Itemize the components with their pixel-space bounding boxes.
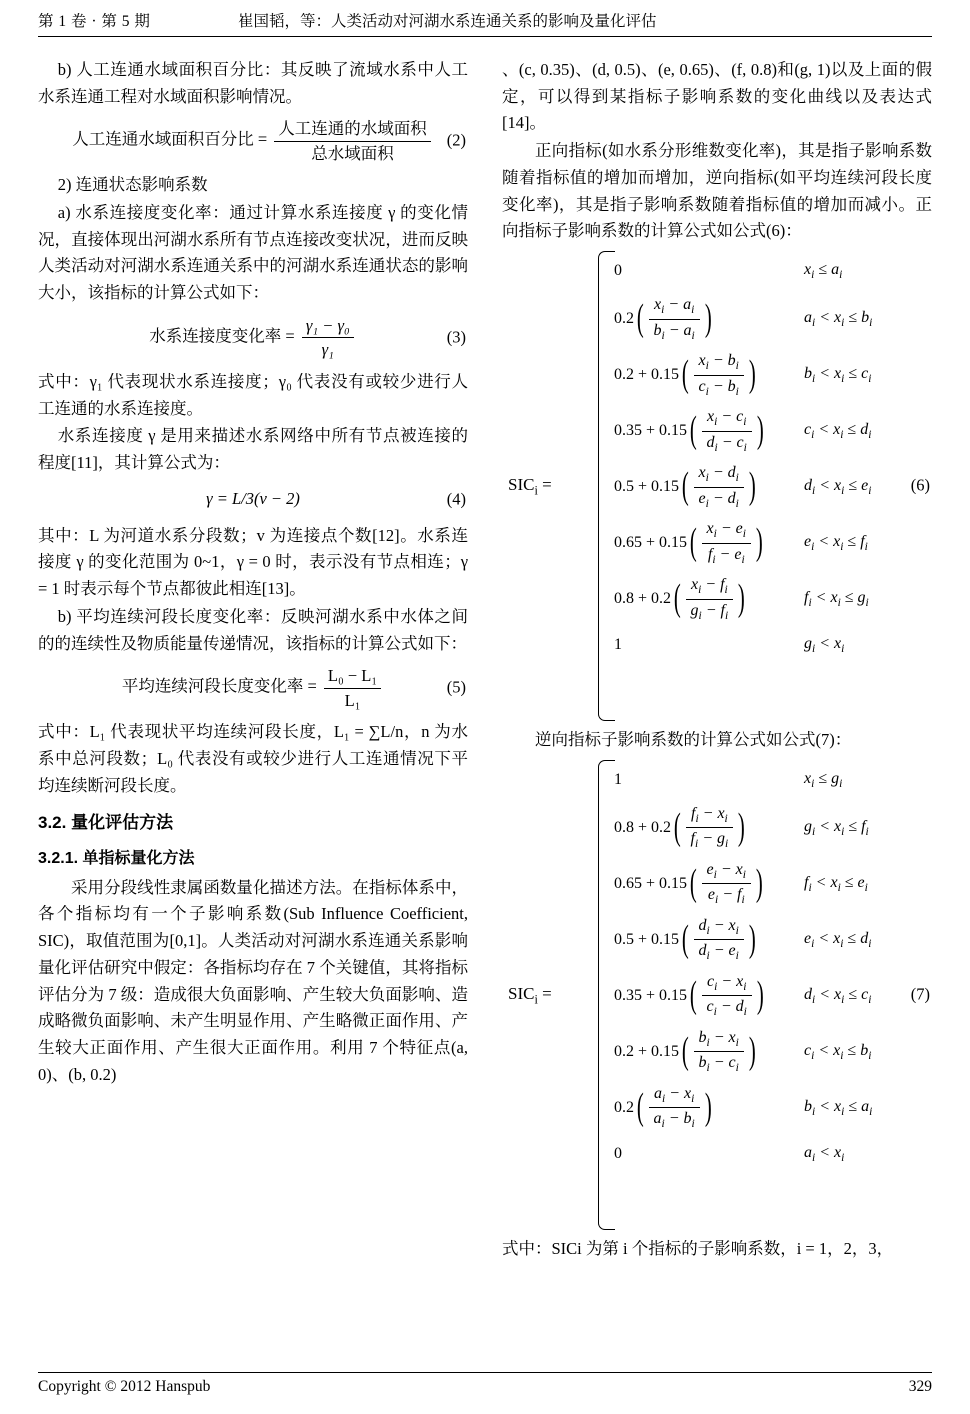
equation-7-rows — [614, 760, 932, 1172]
equation-3 — [38, 315, 468, 361]
page-number: 329 — [908, 1378, 932, 1395]
equation-6-row — [614, 347, 932, 403]
equation-7-row — [614, 800, 932, 856]
equation-2-denominator: 总水域面积 — [311, 143, 394, 163]
running-head-left: 第 1 卷 · 第 5 期 — [38, 13, 151, 30]
equation-3-numerator: γ₁ − γ₀ — [302, 315, 354, 338]
equation-6-row-condition: $b_i < x_i \le c_i$ — [804, 365, 872, 386]
equation-5-numerator: L₀ − L₁ — [324, 665, 381, 688]
equation-6-row-condition: $f_i < x_i \le g_i$ — [804, 589, 869, 610]
equation-6-row-condition: $g_i < x_i$ — [804, 635, 845, 656]
equation-6-row-value: 0.5 + 0.15 ( $x_i - d_i$ $e_i - d_i$ ) — [614, 463, 790, 511]
equation-6 — [502, 251, 932, 721]
running-head-center: 崔国韬，等：人类活动对河湖水系连通关系的影响及量化评估 — [238, 13, 657, 30]
equation-2-fraction — [274, 118, 431, 164]
equation-7-row-value: 0.2 + 0.15 ( $b_i - x_i$ $b_i - c_i$ ) — [614, 1028, 790, 1076]
paren-group: ( $x_i - a_i$ $b_i - a_i$ ) — [636, 295, 712, 342]
equation-7-row — [614, 912, 932, 968]
equation-6-row-value: 0.35 + 0.15 ( $x_i - c_i$ $d_i - c_i$ ) — [614, 407, 790, 455]
equation-7-row-condition: $g_i < x_i \le f_i$ — [804, 817, 869, 839]
equation-7-row-value: 0.5 + 0.15 ( $d_i - x_i$ $d_i - e_i$ ) — [614, 916, 790, 964]
equation-6-row — [614, 627, 932, 663]
paragraph-avg-length-rate: b) 平均连续河段长度变化率：反映河湖水系中水体之间的的连续性及物质能量传递情况，该指标的计算公式如下： — [38, 606, 468, 653]
equation-7-number: (7) — [910, 984, 930, 1004]
equation-7-row — [614, 760, 932, 800]
header-rule — [38, 36, 932, 37]
paragraph-connectivity-rate: a) 水系连接度变化率：通过计算水系连接度 γ 的变化情况，直接体现出河湖水系所有节点连接改变状况，进而反映人类活动对河湖水系连通关系中的河湖水系连通状态的影响大小，该指标的计算公式如下： — [38, 203, 468, 303]
equation-5-body — [122, 665, 384, 711]
equation-7-row-value: 0.65 + 0.15 ( $e_i - x_i$ $e_i - f_i$ ) — [614, 860, 790, 908]
paragraph-forward-indicator: 正向指标(如水系分形维数变化率)，其是指子影响系数随着指标值的增加而增加，逆向指标(如平均连续河段长度变化率)，其是指子影响系数随着指标值的增加而减小。正向指标子影响系数的计算公式如公式(6)： — [502, 141, 932, 241]
paragraph-quantification-method: 采用分段线性隶属函数量化描述方法。在指标体系中，各个指标均有一个子影响系数(Sub Influence Coefficient, SIC)，取值范围为[0,1]。人类活动对河湖水系连通关系影响量化评估研究中假定：各指标均存在 7 个关键值，其将指标评估分为 7 级：造成很大负面影响、产生较大负面影响、造成略微负面影响、未产生明显作用、产生略微正面作用、产生较大正面作用、产生很大正面作用。利用 7 个特征点(a, 0)、(b, 0.2) — [38, 877, 468, 1084]
equation-6-row-condition: $a_i < x_i \le b_i$ — [804, 309, 873, 330]
paren-group: ( $x_i - d_i$ $e_i - d_i$ ) — [681, 463, 756, 510]
paren-group: ( $f_i - x_i$ $f_i - g_i$ ) — [673, 804, 745, 851]
paragraph-gamma-definition: 水系连接度 γ 是用来描述水系网络中所有节点被连接的程度[11]，其计算公式为： — [38, 426, 468, 472]
equation-5-lhs: 平均连续河段长度变化率 = — [121, 676, 317, 696]
paragraph-where-L-v: 其中：L 为河道水系分段数；v 为连接点个数[12]。水系连接度 γ 的变化范围为 0~1，γ = 0 时，表示没有节点相连；γ = 1 时表示每个节点都彼此相连[13]。 — [38, 525, 468, 599]
equation-4-number: (4) — [446, 489, 466, 509]
equation-6-row-condition: $x_i \le a_i$ — [804, 261, 843, 282]
equation-4 — [38, 485, 468, 515]
equation-2-number: (2) — [446, 131, 466, 151]
equation-5 — [38, 665, 468, 711]
footer-rule — [38, 1372, 932, 1373]
paren-group: ( $a_i - x_i$ $a_i - b_i$ ) — [636, 1084, 712, 1131]
equation-6-row-value: 0 — [614, 262, 622, 280]
equation-6-row — [614, 251, 932, 291]
equation-7-row-condition: $d_i < x_i \le c_i$ — [804, 985, 872, 1007]
equation-6-row — [614, 291, 932, 347]
equation-7-row-value: 0.35 + 0.15 ( $c_i - x_i$ $c_i - d_i$ ) — [614, 972, 790, 1020]
equation-7-row-condition: $e_i < x_i \le d_i$ — [804, 929, 872, 951]
paren-group: ( $e_i - x_i$ $e_i - f_i$ ) — [689, 860, 763, 907]
equation-7-row — [614, 856, 932, 912]
equation-5-denominator: L₁ — [344, 690, 361, 710]
paragraph-where-gamma: 式中：γ₁ 代表现状水系连接度；γ₀ 代表没有或较少进行人工连通的水系连接度。 — [38, 371, 468, 418]
paren-group: ( $d_i - x_i$ $d_i - e_i$ ) — [681, 916, 756, 963]
equation-6-row — [614, 459, 932, 515]
copyright-text: Copyright © 2012 Hanspub — [38, 1378, 211, 1395]
paragraph-connectivity-state-title: 2) 连通状态影响系数 — [57, 175, 208, 195]
equation-6-row-condition: $e_i < x_i \le f_i$ — [804, 533, 868, 554]
equation-7-lhs: $SIC_i$ = — [508, 983, 552, 1007]
equation-7 — [502, 760, 932, 1230]
section-heading-3-2-1: 3.2.1. 单指标量化方法 — [38, 849, 195, 867]
equation-7-row — [614, 1080, 932, 1136]
paragraph-reverse-indicator: 逆向指标子影响系数的计算公式如公式(7)： — [535, 730, 852, 750]
paren-group: ( $x_i - e_i$ $f_i - e_i$ ) — [689, 519, 763, 566]
equation-7-brace — [598, 760, 615, 1230]
equation-6-row-value: 0.8 + 0.2 ( $x_i - f_i$ $g_i - f_i$ ) — [614, 575, 790, 623]
equation-7-row-condition: $b_i < x_i \le a_i$ — [804, 1097, 873, 1119]
equation-7-row — [614, 1024, 932, 1080]
equation-5-number: (5) — [446, 677, 466, 697]
equation-3-body — [149, 315, 356, 361]
equation-2 — [38, 118, 468, 164]
equation-7-row — [614, 1136, 932, 1172]
paragraph-feature-points-cont: 、(c, 0.35)、(d, 0.5)、(e, 0.65)、(f, 0.8)和(g, 1)以及上面的假定，可以得到某指标子影响系数的变化曲线以及表达式[14]。 — [502, 60, 932, 133]
equation-3-fraction — [302, 315, 354, 361]
right-column — [502, 57, 932, 1347]
equation-6-row — [614, 571, 932, 627]
equation-7-row-value: 1 — [614, 770, 622, 788]
equation-4-body: γ = L/3(v − 2) — [206, 489, 300, 509]
equation-3-lhs: 水系连接度变化率 = — [149, 326, 295, 346]
section-heading-3-2: 3.2. 量化评估方法 — [38, 813, 174, 833]
equation-6-number: (6) — [910, 475, 930, 495]
left-column — [38, 57, 468, 1347]
paragraph-where-sic: 式中：SICi 为第 i 个指标的子影响系数，i = 1，2，3， — [502, 1238, 894, 1258]
equation-7-row-condition: $x_i \le g_i$ — [804, 769, 843, 791]
equation-6-row — [614, 403, 932, 459]
equation-7-row-value: 0 — [614, 1144, 622, 1162]
equation-6-lhs: $SIC_i$ = — [508, 474, 552, 498]
equation-3-denominator: γ₁ — [321, 340, 334, 360]
equation-7-row-condition: $c_i < x_i \le b_i$ — [804, 1041, 872, 1063]
equation-7-row-condition: $a_i < x_i$ — [804, 1143, 845, 1165]
equation-7-row-condition: $f_i < x_i \le e_i$ — [804, 873, 868, 895]
equation-6-row-condition: $d_i < x_i \le e_i$ — [804, 477, 872, 498]
paren-group: ( $b_i - x_i$ $b_i - c_i$ ) — [681, 1028, 756, 1075]
equation-6-row-condition: $c_i < x_i \le d_i$ — [804, 421, 872, 442]
equation-2-numerator: 人工连通的水域面积 — [274, 118, 431, 141]
paren-group: ( $x_i - f_i$ $g_i - f_i$ ) — [673, 575, 745, 622]
equation-7-row-value: 0.2 ( $a_i - x_i$ $a_i - b_i$ ) — [614, 1084, 790, 1132]
paren-group: ( $x_i - c_i$ $d_i - c_i$ ) — [689, 407, 764, 454]
page-footer — [38, 1372, 932, 1396]
equation-6-row-value: 0.2 ( $x_i - a_i$ $b_i - a_i$ ) — [614, 295, 790, 343]
paragraph-where-L0-L1: 式中：L₁ 代表现状平均连续河段长度，L₁ = ∑L/n，n 为水系中总河段数；L₀ 代表没有或较少进行人工连通情况下平均连续断河段长度。 — [38, 722, 468, 795]
equation-6-row — [614, 515, 932, 571]
equation-6-row-value: 1 — [614, 636, 622, 654]
equation-2-lhs: 人工连通水域面积百分比 = — [72, 130, 268, 150]
equation-6-rows — [614, 251, 932, 663]
running-head — [38, 0, 932, 34]
equation-7-row-value: 0.8 + 0.2 ( $f_i - x_i$ $f_i - g_i$ ) — [614, 804, 790, 852]
paren-group: ( $c_i - x_i$ $c_i - d_i$ ) — [689, 972, 764, 1019]
equation-6-row-value: 0.2 + 0.15 ( $x_i - b_i$ $c_i - b_i$ ) — [614, 351, 790, 399]
equation-5-fraction — [324, 665, 381, 711]
equation-7-row — [614, 968, 932, 1024]
paren-group: ( $x_i - b_i$ $c_i - b_i$ ) — [681, 351, 756, 398]
equation-6-row-value: 0.65 + 0.15 ( $x_i - e_i$ $f_i - e_i$ ) — [614, 519, 790, 567]
equation-2-body — [72, 118, 434, 164]
equation-3-number: (3) — [446, 327, 466, 347]
equation-6-brace — [598, 251, 615, 721]
paragraph-artificial-percent: b) 人工连通水域面积百分比：其反映了流域水系中人工水系连通工程对水域面积影响情况。 — [38, 60, 468, 106]
two-column-body — [38, 57, 932, 1347]
